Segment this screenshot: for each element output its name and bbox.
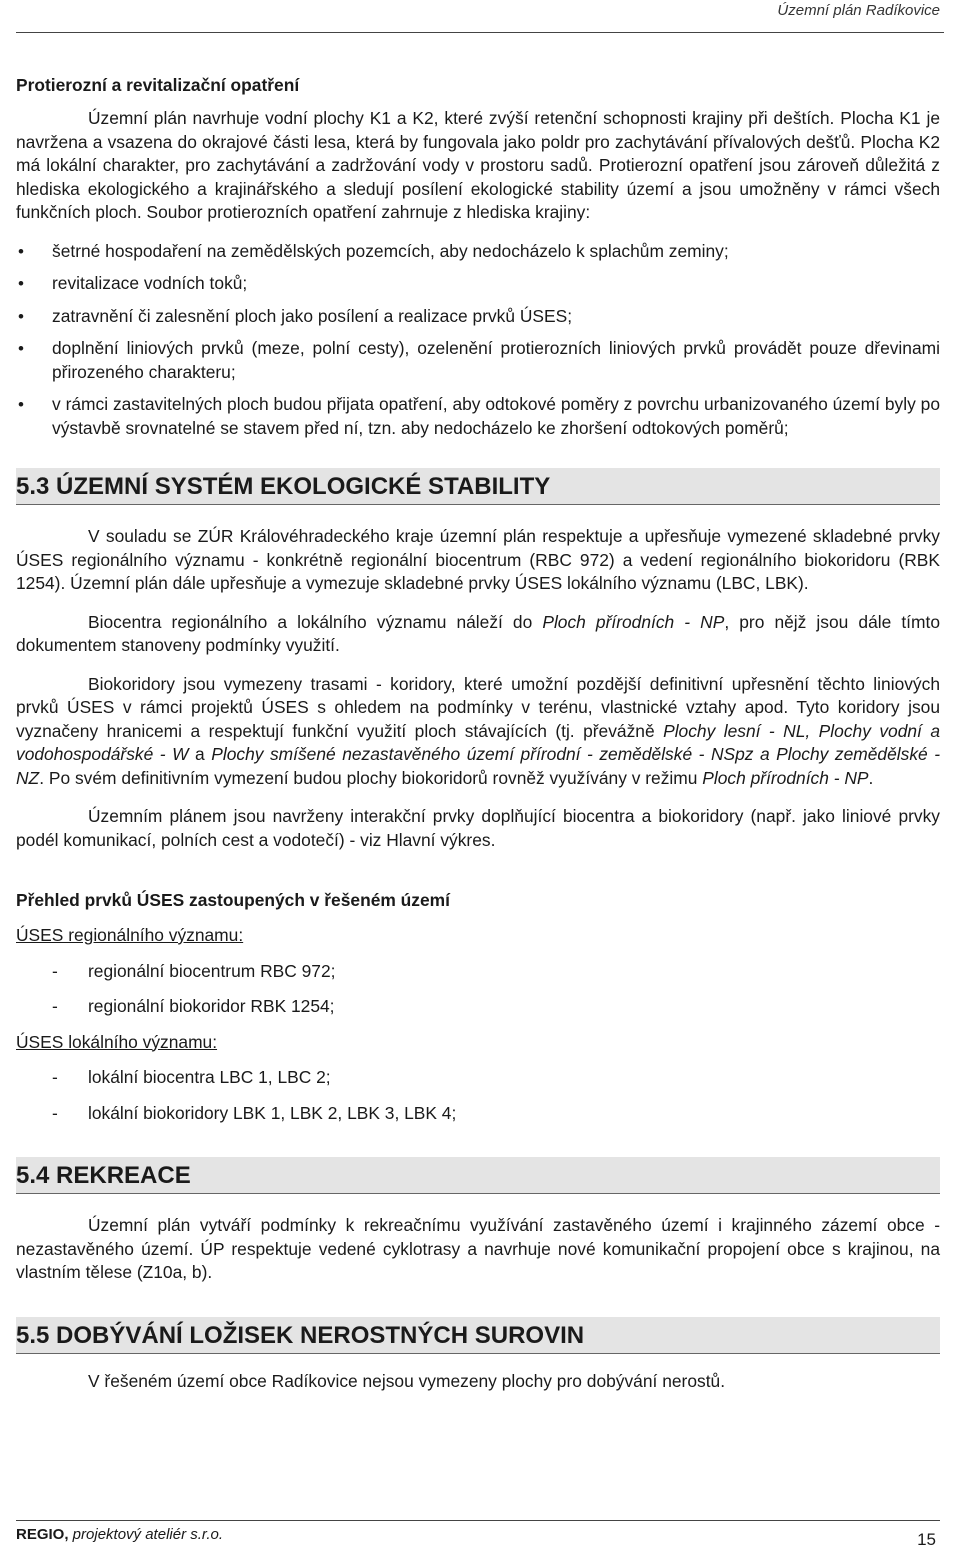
paragraph-protierozni: Územní plán navrhuje vodní plochy K1 a K2, které zvýší retenční schopnosti krajiny při deštích. Plocha K1 je navržena a vsazena do okrajové části lesa, která by fungovala jako poldr pro zachytávání přívalových dešťů. Plocha K2 má lokální charakter, pro zachytávání a zadržování vody v prostoru sadů. Protierozní opatření jsou zároveň důležitá z hlediska ekologického a krajinářského a sledují posílení ekologické stability území a jsou umožněny v rámci všech funkčních ploch. Soubor protierozních opatření zahrnuje z hlediska krajiny:: [16, 108, 940, 222]
section-heading-5-4: 5.4 REKREACE: [16, 1157, 940, 1194]
bullet-list-protierozni: [16, 240, 940, 441]
text-run: , pro nějž jsou dále tímto dokumentem stanoveny podmínky využití.: [16, 611, 941, 655]
list-item: - regionální biokoridor RBK 1254;: [16, 995, 940, 1019]
text-run: a: [188, 744, 212, 764]
list-local: [16, 1066, 940, 1125]
list-item: - lokální biokoridory LBK 1, LBK 2, LBK 3, LBK 4;: [16, 1102, 940, 1126]
page-body: [16, 73, 940, 1393]
paragraph-uses-3: [16, 673, 940, 791]
section-heading-5-5: 5.5 DOBÝVÁNÍ LOŽISEK NEROSTNÝCH SUROVIN: [16, 1317, 940, 1354]
header-divider: [16, 32, 944, 33]
paragraph-uses-2: [16, 611, 940, 658]
label-regional-significance: ÚSES regionálního významu:: [16, 925, 244, 945]
footer-company: [16, 1526, 223, 1543]
text-run: Biokoridory jsou vymezeny trasami - koridory, které umožní pozdější definitivní upřesnění těchto liniových prvků ÚSES v rámci projektů ÚSES s ohledem na podmínky v terénu, vlastnické vztahy apod. Tyto koridory jsou vyznačeny hranicemi a respektují funkční využití ploch stávajících (tj. převážně: [16, 673, 940, 741]
section-heading-5-3: 5.3 ÚZEMNÍ SYSTÉM EKOLOGICKÉ STABILITY: [16, 468, 940, 505]
heading-protierozni: Protierozní a revitalizační opatření: [16, 75, 300, 95]
list-item: - regionální biocentrum RBC 972;: [16, 960, 940, 984]
heading-uses-overview: Přehled prvků ÚSES zastoupených v řešeném území: [16, 890, 450, 910]
list-item: • doplnění liniových prvků (meze, polní cesty), ozelenění protierozních liniových prvků provádět pouze dřevinami přirozeného charakteru;: [16, 337, 940, 384]
paragraph-uses-1: V souladu se ZÚR Královéhradeckého kraje územní plán respektuje a upřesňuje vymezené skladebné prvky ÚSES regionálního významu - konkrétně regionální biocentrum (RBC 972) a vedení regionálního biokoridoru (RBK 1254). Územní plán dále upřesňuje a vymezuje skladebné prvky ÚSES lokálního významu (LBC, LBK).: [16, 526, 940, 593]
list-item: - lokální biocentra LBC 1, LBC 2;: [16, 1066, 940, 1090]
italic-term: Ploch přírodních - NP: [702, 767, 869, 788]
paragraph-dobyvani: V řešeném území obce Radíkovice nejsou vymezeny plochy pro dobývání nerostů.: [88, 1370, 726, 1391]
list-regional: [16, 960, 940, 1019]
footer-divider: [16, 1520, 940, 1521]
paragraph-uses-4: Územním plánem jsou navrženy interakční prvky doplňující biocentra a biokoridory (např. jako liniové prvky podél komunikací, polních cest a vodotečí) - viz Hlavní výkres.: [16, 806, 940, 850]
footer-company-rest: projektový ateliér s.r.o.: [68, 1526, 224, 1543]
list-item: • revitalizace vodních toků;: [16, 272, 940, 296]
footer-brand: REGIO,: [16, 1526, 69, 1543]
italic-term: Ploch přírodních - NP: [542, 611, 725, 632]
text-run: . Po svém definitivním vymezení budou plochy biokoridorů rovněž využívány v režimu: [39, 767, 703, 788]
italic-term: Plochy lesní - NL, Plochy vodní a vodohospodářské - W: [16, 720, 941, 764]
italic-term: Plochy smíšené nezastavěného území přírodní - zemědělské - NSpz a Plochy zemědělské - NZ: [16, 744, 940, 788]
list-item: • v rámci zastavitelných ploch budou přijata opatření, aby odtokové poměry z povrchu urbanizovaného území byly po výstavbě srovnatelné se stavem před ní, tzn. aby nedocházelo ke zhoršení odtokových poměrů;: [16, 393, 940, 440]
paragraph-rekreace: Územní plán vytváří podmínky k rekreačnímu využívání zastavěného území i krajinného zázemí obce - nezastavěného území. ÚP respektuje vedené cyklotrasy a navrhuje nové komunikační propojení obce s krajinou, na vlastním tělese (Z10a, b).: [16, 1215, 940, 1282]
list-item: • šetrné hospodaření na zemědělských pozemcích, aby nedocházelo k splachům zeminy;: [16, 240, 940, 264]
running-header-title: Územní plán Radíkovice: [777, 2, 940, 19]
text-run: Biocentra regionálního a lokálního významu náleží do: [88, 611, 543, 632]
text-run: .: [868, 767, 874, 788]
list-item: • zatravnění či zalesnění ploch jako posílení a realizace prvků ÚSES;: [16, 305, 940, 329]
page-number: 15: [917, 1530, 936, 1549]
label-local-significance: ÚSES lokálního významu:: [16, 1031, 218, 1052]
